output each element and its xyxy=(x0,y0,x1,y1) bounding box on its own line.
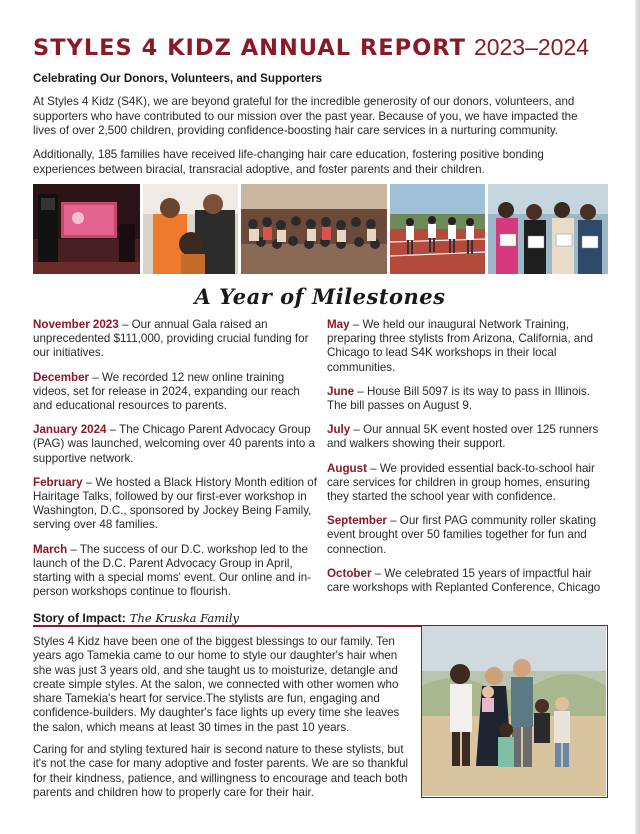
milestones-heading: A Year of Milestones xyxy=(194,284,446,309)
milestones-left-column xyxy=(33,318,321,609)
milestone-entry xyxy=(327,462,612,505)
report-subtitle: Celebrating Our Donors, Volunteers, and Supporters xyxy=(33,72,323,85)
page-edge xyxy=(635,0,640,834)
milestone-entry xyxy=(327,423,612,451)
milestone-text: – Our annual 5K event hosted over 125 runners and walkers showing their support. xyxy=(327,423,599,451)
milestone-text: – We held our inaugural Network Training, preparing three stylists from Arizona, California, and Chicago to lead S4K workshops in their local communities. xyxy=(327,318,594,374)
milestone-month: September xyxy=(327,514,387,528)
report-year: 2023–2024 xyxy=(473,34,590,60)
milestone-entry xyxy=(33,476,321,533)
milestone-text: – House Bill 5097 is its way to pass in Illinois. The bill passes on August 9. xyxy=(327,384,590,413)
story-family-name: The Kruska Family xyxy=(129,611,240,625)
milestone-month: January 2024 xyxy=(33,423,107,437)
milestone-entry xyxy=(327,514,612,557)
milestone-text: – Our annual Gala raised an unprecedented $111,000, providing crucial funding for our initiatives. xyxy=(33,318,309,360)
family-photo xyxy=(421,625,608,798)
milestones-right-column xyxy=(327,318,612,605)
milestone-text: – The Chicago Parent Advocacy Group (PAG) was launched, welcoming over 40 parents into a supportive network. xyxy=(33,423,316,465)
award-ceremony-photo xyxy=(488,184,608,274)
milestone-entry xyxy=(327,318,612,375)
milestone-text: – We hosted a Black History Month edition of Hairitage Talks, followed by our first-ever workshop in Washington, D.C., sponsored by Jockey Being Family, serving over 48 families. xyxy=(33,475,317,532)
milestone-entry xyxy=(33,543,321,600)
milestone-month: November 2023 xyxy=(33,318,119,331)
milestone-entry xyxy=(33,318,321,361)
story-paragraph-1: Styles 4 Kidz have been one of the biggest blessings to our family. Ten years ago Tamekia came to our home to style our daughter's hair when she was just 3 years old, and she taught us to moisturize, detangle and create simple styles. At the salon, we connected with other women who share Tamekia's heart for service.The stylists are fun, engaging and confidence-builders. My daughter's face lights up every time she leaves the salon, which means at least 30 times in the past 10 years. xyxy=(33,635,400,734)
report-title-main: STYLES 4 KIDZ ANNUAL REPORT xyxy=(33,35,466,61)
milestone-entry xyxy=(33,423,321,466)
milestone-month: October xyxy=(327,566,372,580)
styling-workshop-photo xyxy=(143,184,238,274)
milestone-text: – Our first PAG community roller skating event brought over 50 families together for fun and connection. xyxy=(327,514,597,556)
milestone-text: – We celebrated 15 years of impactful hair care workshops with Replanted Conference, Chicago xyxy=(327,566,601,595)
photo-strip xyxy=(33,184,608,274)
story-body xyxy=(33,635,413,808)
milestone-month: May xyxy=(327,318,350,331)
intro-paragraph-1: At Styles 4 Kidz (S4K), we are beyond grateful for the incredible generosity of our donors, volunteers, and supporters who have contributed to our mission over the past year. Because of you, we have impacted the lives of over 2,500 children, providing confidence-boosting hair care services in a nurturing community. xyxy=(33,95,578,137)
milestone-month: February xyxy=(33,475,83,489)
milestone-month: December xyxy=(33,370,90,384)
story-title: Story of Impact: xyxy=(33,611,126,625)
milestone-entry xyxy=(33,371,321,414)
milestone-entry xyxy=(327,385,612,413)
milestone-month: August xyxy=(327,461,367,475)
milestone-entry xyxy=(327,567,612,595)
milestone-month: June xyxy=(327,384,355,398)
milestone-month: July xyxy=(327,423,351,437)
milestone-text: – We recorded 12 new online training videos, set for release in 2024, expanding our reach and educational resources to parents. xyxy=(33,370,300,413)
intro-paragraph-2: Additionally, 185 families have received life-changing hair care education, fostering positive bonding experiences between biracial, transracial adoptive, and foster parents and their children. xyxy=(33,148,544,176)
story-divider xyxy=(33,625,436,627)
milestone-text: – We provided essential back-to-school hair care services for children in group homes, ensuring they started the school year with confidence. xyxy=(327,461,595,504)
gala-stage-photo xyxy=(33,184,140,274)
story-heading xyxy=(33,611,239,625)
5k-run-photo xyxy=(390,184,485,274)
group-gathering-photo xyxy=(241,184,387,274)
milestone-text: – The success of our D.C. workshop led to the launch of the D.C. Parent Advocacy Group in April, starting with a special moms' event. Our online and in-person workshops continue to flourish. xyxy=(33,542,312,599)
report-title xyxy=(33,34,589,61)
milestone-month: March xyxy=(33,542,68,556)
story-paragraph-2: Caring for and styling textured hair is second nature to these stylists, but it's not the case for many adoptive and foster parents. We are so thankful for their kindness, patience, and willingness to encourage and teach both parents and children how to properly care for their hair. xyxy=(33,743,409,799)
